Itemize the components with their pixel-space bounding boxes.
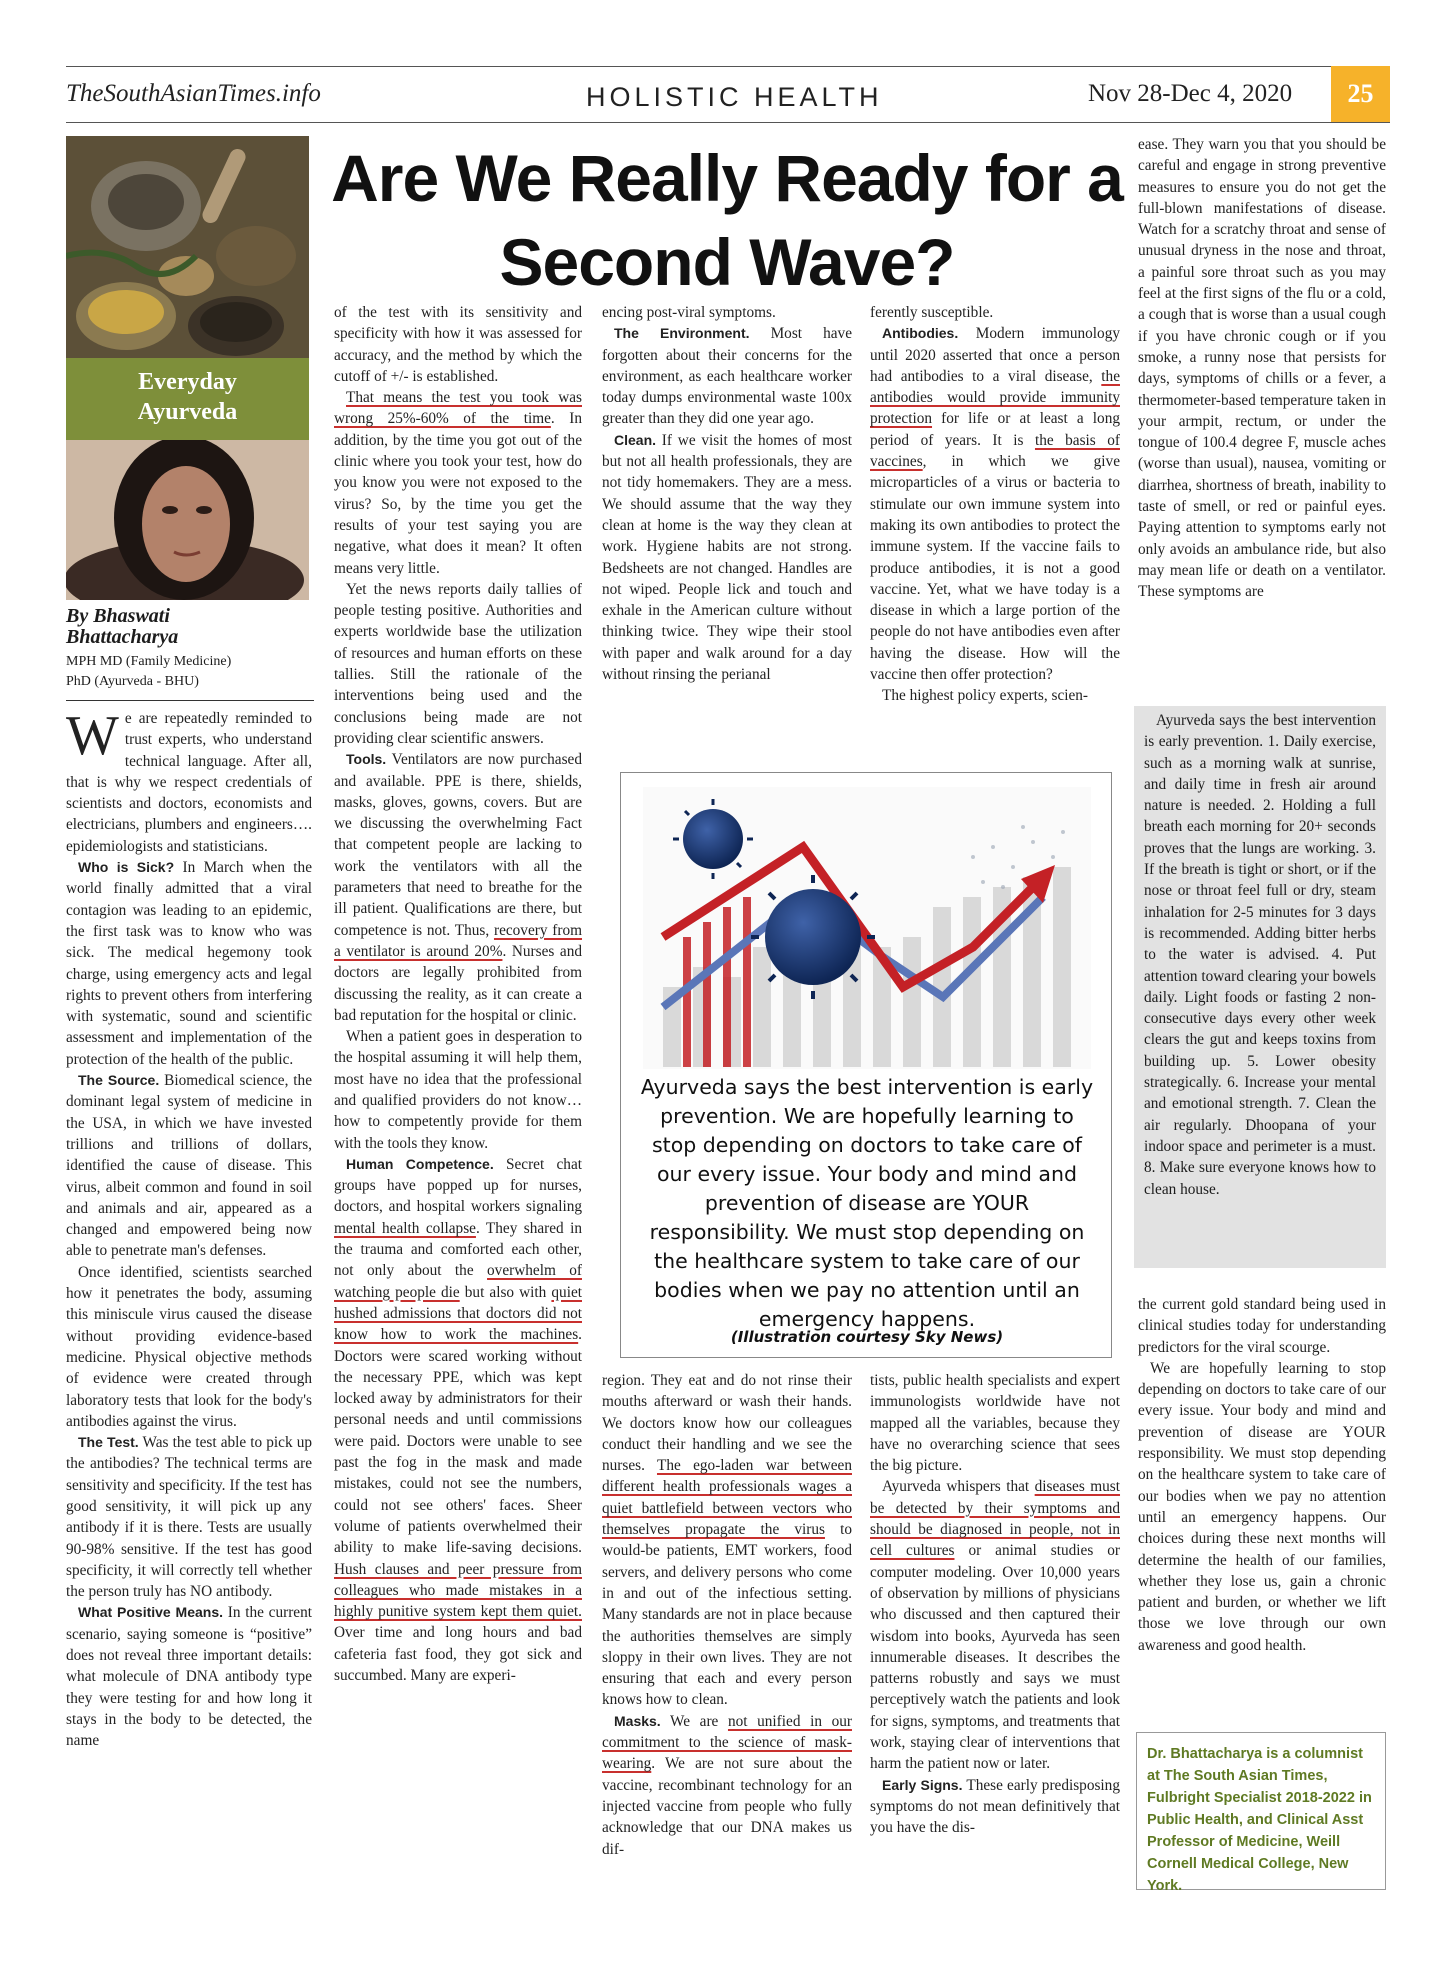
author-credential-1: MPH MD (Family Medicine) bbox=[66, 654, 232, 669]
masthead-bottom-rule bbox=[66, 122, 1390, 123]
author-bio-box: Dr. Bhattacharya is a columnist at The South Asian Times, Fulbright Specialist 2018-2022 in Public Health, and Clinical Asst Professor of Medicine, Weill Cornell Medical College, New York. bbox=[1136, 1732, 1386, 1890]
site-name[interactable]: TheSouthAsianTimes.info bbox=[66, 80, 321, 107]
illustration-caption: Ayurveda says the best intervention is early prevention. We are hopefully learning to stop depending on doctors to take care of our every issue. Your body and mind and prevention of disease are YOUR responsibility. We must stop depending on the healthcare system to take care of our bodies when we pay no attention until an emergency happens. bbox=[640, 1075, 1094, 1331]
highlighted-quote: That means the test you took was wrong 25%-60% of the time bbox=[334, 389, 582, 428]
paragraph: When a patient goes in desperation to the hospital assuming it will help them, most have no idea that the professional and qualified providers do not know…how to competently provide for them with the tools they know. bbox=[334, 1028, 582, 1152]
highlighted-quote: The ego-laden war between different health professionals wages a quiet battlefield between vectors who themselves propagate the virus bbox=[602, 1457, 852, 1539]
subhead: Human Competence. bbox=[346, 1155, 494, 1172]
subhead: What Positive Means. bbox=[78, 1604, 223, 1621]
drop-cap: W bbox=[66, 705, 119, 767]
subhead: Early Signs. bbox=[882, 1776, 963, 1793]
paragraph: What Positive Means. In the current scenario, saying someone is “positive” does not reveal three important details: what molecule of DNA antibody type they were testing for and how long it stays in the body to be detected, the name bbox=[66, 1604, 312, 1750]
paragraph: ease. They warn you that you should be careful and engage in strong preventive measures to ensure you do not get the full-blown manifestations of disease. Watch for a scratchy throat and sense of unusual dryness in the nose and throat, a painful sore throat such as you may feel at the first signs of the flu or a cold, a cough that is worse than a usual cough if you have chronic cough or if you smoke, a runny nose that persists for days, symptoms of chills or a fever, a thermometer-based temperature taken in your armpit, rectum, or under the tongue of 100.4 degree F, muscle aches (worse than usual), nausea, vomiting or diarrhea, shortness of breath, inability to taste of smell, or red or painful eyes. Paying attention to symptoms early not only avoids an ambulance ride, but also may mean life or death on a ventilator. These symptoms are bbox=[1138, 136, 1386, 601]
masthead-top-rule bbox=[66, 66, 1390, 67]
subhead: Tools. bbox=[346, 751, 387, 768]
article-column-5-bottom bbox=[1138, 1294, 1386, 1656]
author-name-line1: By Bhaswati bbox=[66, 605, 170, 627]
article-column-4-bottom bbox=[870, 1370, 1120, 1839]
article-column-1 bbox=[66, 705, 313, 1752]
paragraph: tists, public health specialists and expert immunologists worldwide have not mapped all the variables, because they have no overarching science that sees the big picture. bbox=[870, 1372, 1120, 1475]
subhead: The Source. bbox=[78, 1072, 160, 1089]
subhead: Antibodies. bbox=[882, 325, 959, 342]
illustration-credit: (Illustration courtesy Sky News) bbox=[730, 1328, 1004, 1346]
paragraph: The Source. Biomedical science, the dominant legal system of medicine in the USA, in which we have invested trillions and trillions of dollars, identified the cause of disease. This virus, albeit common and found in soil and animals and air, appeared as a changed and empowered being now able to penetrate man's defenses. bbox=[66, 1072, 312, 1260]
highlighted-quote: mental health collapse bbox=[334, 1219, 476, 1237]
paragraph: Human Competence. Secret chat groups have popped up for nurses, doctors, and hospital workers signaling mental health collapse. They shared in the trauma and comforted each other, not only about the overwhelm of watching people die but also with quiet hushed admissions that doctors did not know how to work the machines. Doctors were scared working without the necessary PPE, which was kept locked away by administrators for their personal needs and until commissions were paid. Doctors were unable to see past the fog in the mask and made mistakes, could not see the numbers, could not see others' faces. Sheer volume of patients overwhelmed their ability to make life-saving decisions. Hush clauses and peer pressure from colleagues who made mistakes in a highly punitive system kept them quiet. Over time and long hours and bad cafeteria fast food, they got sick and succumbed. Many are experi- bbox=[334, 1155, 582, 1684]
author-name-line2: Bhattacharya bbox=[66, 626, 179, 648]
paragraph: encing post-viral symptoms. bbox=[602, 304, 776, 321]
author-credentials bbox=[66, 652, 231, 692]
author-photo bbox=[66, 440, 309, 600]
highlighted-quote: the basis of vaccines bbox=[870, 431, 1120, 471]
column-banner bbox=[66, 358, 309, 440]
highlighted-quote: Hush clauses and peer pressure from colleagues who made mistakes in a highly punitive system kept them quiet. bbox=[334, 1560, 582, 1621]
byline-divider bbox=[66, 700, 314, 701]
column-banner-line2: Ayurveda bbox=[137, 399, 238, 425]
subhead: Masks. bbox=[614, 1712, 661, 1729]
author-byline bbox=[66, 606, 178, 648]
paragraph: Masks. We are not unified in our commitment to the science of mask-wearing. We are not sure about the vaccine, recombinant technology for an injected vaccine from people who fully acknowledge that our DNA makes us dif- bbox=[602, 1712, 852, 1858]
issue-date: Nov 28-Dec 4, 2020 bbox=[1088, 80, 1293, 107]
paragraph: Who is Sick? In March when the world finally admitted that a viral contagion was leading to an epidemic, the first task was to know who was sick. The medical hegemony took charge, using emergency acts and legal rights to prevent others from interfering with systematic, sound and scientific assessment and implementation of the protection of the health of the public. bbox=[66, 859, 312, 1068]
virus-large-icon bbox=[751, 875, 875, 999]
subhead: Clean. bbox=[614, 431, 657, 448]
section-title: HOLISTIC HEALTH bbox=[586, 82, 883, 112]
highlighted-quote: diseases must be detected by their symptoms and should be diagnosed in people, not in cell cultures bbox=[870, 1478, 1121, 1560]
highlighted-quote: overwhelm of watching people die bbox=[334, 1262, 582, 1301]
article-column-5-top bbox=[1138, 134, 1386, 603]
article-column-4-top bbox=[870, 302, 1120, 707]
sidebar-text: Ayurveda says the best intervention is early prevention. 1. Daily exercise, such as a morning walk at sunrise, and daily time in fresh air around nature is needed. 2. Holding a full breath each morning for 20+ seconds proves that the lungs are working. 3. If the breath is tight or short, or if the nose or throat feel full or dry, steam inhalation for 2-5 minutes for 3 days is recommended. Adding bitter herbs to the water is advised. 4. Put attention toward clearing your bowels daily. Light foods or fasting 2 non-consecutive days every other week clears the gut and keeps toxins from building up. 5. Lower obesity strategically. 6. Increase your mental and emotional strength. 7. Clean the air regularly. Dhoopana of your indoor space and perimeter is a must. 8. Make sure everyone knows how to clean house. bbox=[1144, 712, 1376, 1198]
highlighted-quote: the antibodies would provide immunity protection bbox=[870, 367, 1120, 428]
paragraph: ferently susceptible. bbox=[870, 304, 994, 321]
column-banner-line1: Everyday bbox=[138, 369, 237, 395]
article-column-3-bottom bbox=[602, 1370, 852, 1860]
paragraph: We are hopefully learning to stop depending on doctors to take care of our every issue. Your body and mind and prevention of disease are YOUR responsibility. We must stop depending on the healthcare system to take care of our bodies when we pay no attention until an emergency happens. Our choices during these next months will determine the health of our families, whether they lose us, gain a chronic patient and burden, or whether we lift those we love through our own awareness and good health. bbox=[1138, 1359, 1386, 1654]
subhead: The Environment. bbox=[614, 325, 750, 342]
article-headline: Are We Really Ready for a Second Wave? bbox=[331, 141, 1123, 299]
subhead: Who is Sick? bbox=[78, 859, 175, 876]
illustration-box bbox=[620, 772, 1112, 1358]
paragraph: Clean. If we visit the homes of most but not all health professionals, they are not tidy homemakers. They are a mess. We should assume that the way they clean at home is the way they clean at work. Hygiene habits are not strong. Bedsheets are not changed. Handles are not wiped. People lick and touch and exhale in the American culture without thinking twice. They wipe their stool with paper and walk around for a day without rinsing the perianal bbox=[602, 431, 852, 684]
paragraph: The Test. Was the test able to pick up the antibodies? The technical terms are sensitivity and specificity. If the test has good sensitivity, it will pick up any antibody if it is there. Tests are usually 90-98% sensitive. If the test has good specificity, it will correctly tell whether the person truly has NO antibody. bbox=[66, 1434, 313, 1601]
paragraph: Tools. Ventilators are now purchased and available. PPE is there, shields, masks, gloves, gowns, covers. But are we discussing the overwhelming Fact that competent people are lacking to work the ventilators with all the parameters that need to breathe for the ill patient. Qualifications are there, but competence is not. Thus, recovery from a ventilator is around 20%. Nurses and doctors are legally prohibited from discussing the reality, as it can create a bad reputation for the hospital or clinic. bbox=[334, 751, 583, 1024]
paragraph: of the test with its sensitivity and specificity with how it was assessed for accuracy, and the method by which the cutoff of +/- is established. bbox=[334, 304, 582, 385]
paragraph: That means the test you took was wrong 25%-60% of the time. In addition, by the time you got out of the clinic where you took your test, how do you know you were not exposed to the virus? So, by the time you get the results of your test saying you are negative, what does it mean? It often means very little. bbox=[334, 389, 582, 577]
article-column-3-top bbox=[602, 302, 852, 685]
highlighted-quote: not unified in our commitment to the science of mask-wearing bbox=[602, 1712, 852, 1773]
subhead: The Test. bbox=[78, 1434, 139, 1451]
page-number: 25 bbox=[1331, 66, 1390, 122]
paragraph: Antibodies. Modern immunology until 2020 asserted that once a person had antibodies to a viral disease, the antibodies would provide immunity protection for life or at least a long period of years. It is the basis of vaccines, in which we give microparticles of a virus or bacteria to stimulate our own immune system into making its own antibodies to protect the immune system. If the vaccine fails to produce antibodies, it is not a good vaccine. Yet, what we have today is a disease in which a large portion of the people do not have antibodies even after having the disease. How will the vaccine then offer protection? bbox=[870, 325, 1120, 684]
paragraph: the current gold standard being used in clinical studies today for understanding predictors for the viral scourge. bbox=[1138, 1296, 1386, 1356]
paragraph: region. They eat and do not rinse their mouths afterward or wash their hands. We doctors know how our colleagues conduct their handling and we see the nurses. The ego-laden war between different health professionals wages a quiet battlefield between vectors who themselves propagate the virus to would-be patients, EMT workers, food servers, and delivery persons who come in and out of the infectious setting. Many standards are not in place because the authorities themselves are simply sloppy in their own lives. They are not ensuring that each and every person knows how to clean. bbox=[602, 1372, 852, 1709]
paragraph: The highest policy experts, scien- bbox=[882, 687, 1089, 705]
paragraph: The Environment. Most have forgotten about their concerns for the environment, as each healthcare worker today dumps environmental waste 100x greater than they did one year ago. bbox=[602, 325, 852, 428]
paragraph: Once identified, scientists searched how it penetrates the body, assuming this miniscule virus caused the disease without providing evidence-based medicine. Physical objective methods of evidence were created through laboratory tests that look for the body's antibodies against the virus. bbox=[66, 1263, 312, 1430]
highlighted-quote: quiet hushed admissions that doctors did not know how to work the machines bbox=[334, 1283, 582, 1344]
paragraph: We are repeatedly reminded to trust experts, who understand technical language. After all, that is why we respect credentials of scientists and doctors, economists and electricians, plumbers and engineers…. epidemiologists and statisticians. bbox=[66, 705, 312, 855]
paragraph: Yet the news reports daily tallies of people testing positive. Authorities and experts worldwide base the utilization of resources and human efforts on these tallies. Still the rationale of the interventions being used and the conclusions being made are not providing clear scientific answers. bbox=[334, 580, 582, 747]
herbs-photo bbox=[66, 136, 309, 358]
paragraph: Early Signs. These early predisposing symptoms do not mean definitively that you have the dis- bbox=[870, 1776, 1120, 1837]
paragraph: Ayurveda whispers that diseases must be detected by their symptoms and should be diagnosed in people, not in cell cultures or animal studies or computer modeling. Over 10,000 years of observation by millions of physicians who discussed and then captured their wisdom into books, Ayurveda has seen innumerable diseases. It describes the patterns robustly and says we must perceptively watch the patients and look for signs, symptoms, and treatments that work, staying clear of interventions that harm the patient now or later. bbox=[870, 1478, 1121, 1773]
virus-chart-illustration bbox=[643, 787, 1091, 1069]
ayurveda-tips-sidebar bbox=[1134, 706, 1386, 1268]
article-column-2 bbox=[334, 302, 582, 1686]
author-credential-2: PhD (Ayurveda - BHU) bbox=[66, 674, 199, 689]
highlighted-quote: recovery from a ventilator is around 20% bbox=[334, 921, 583, 960]
